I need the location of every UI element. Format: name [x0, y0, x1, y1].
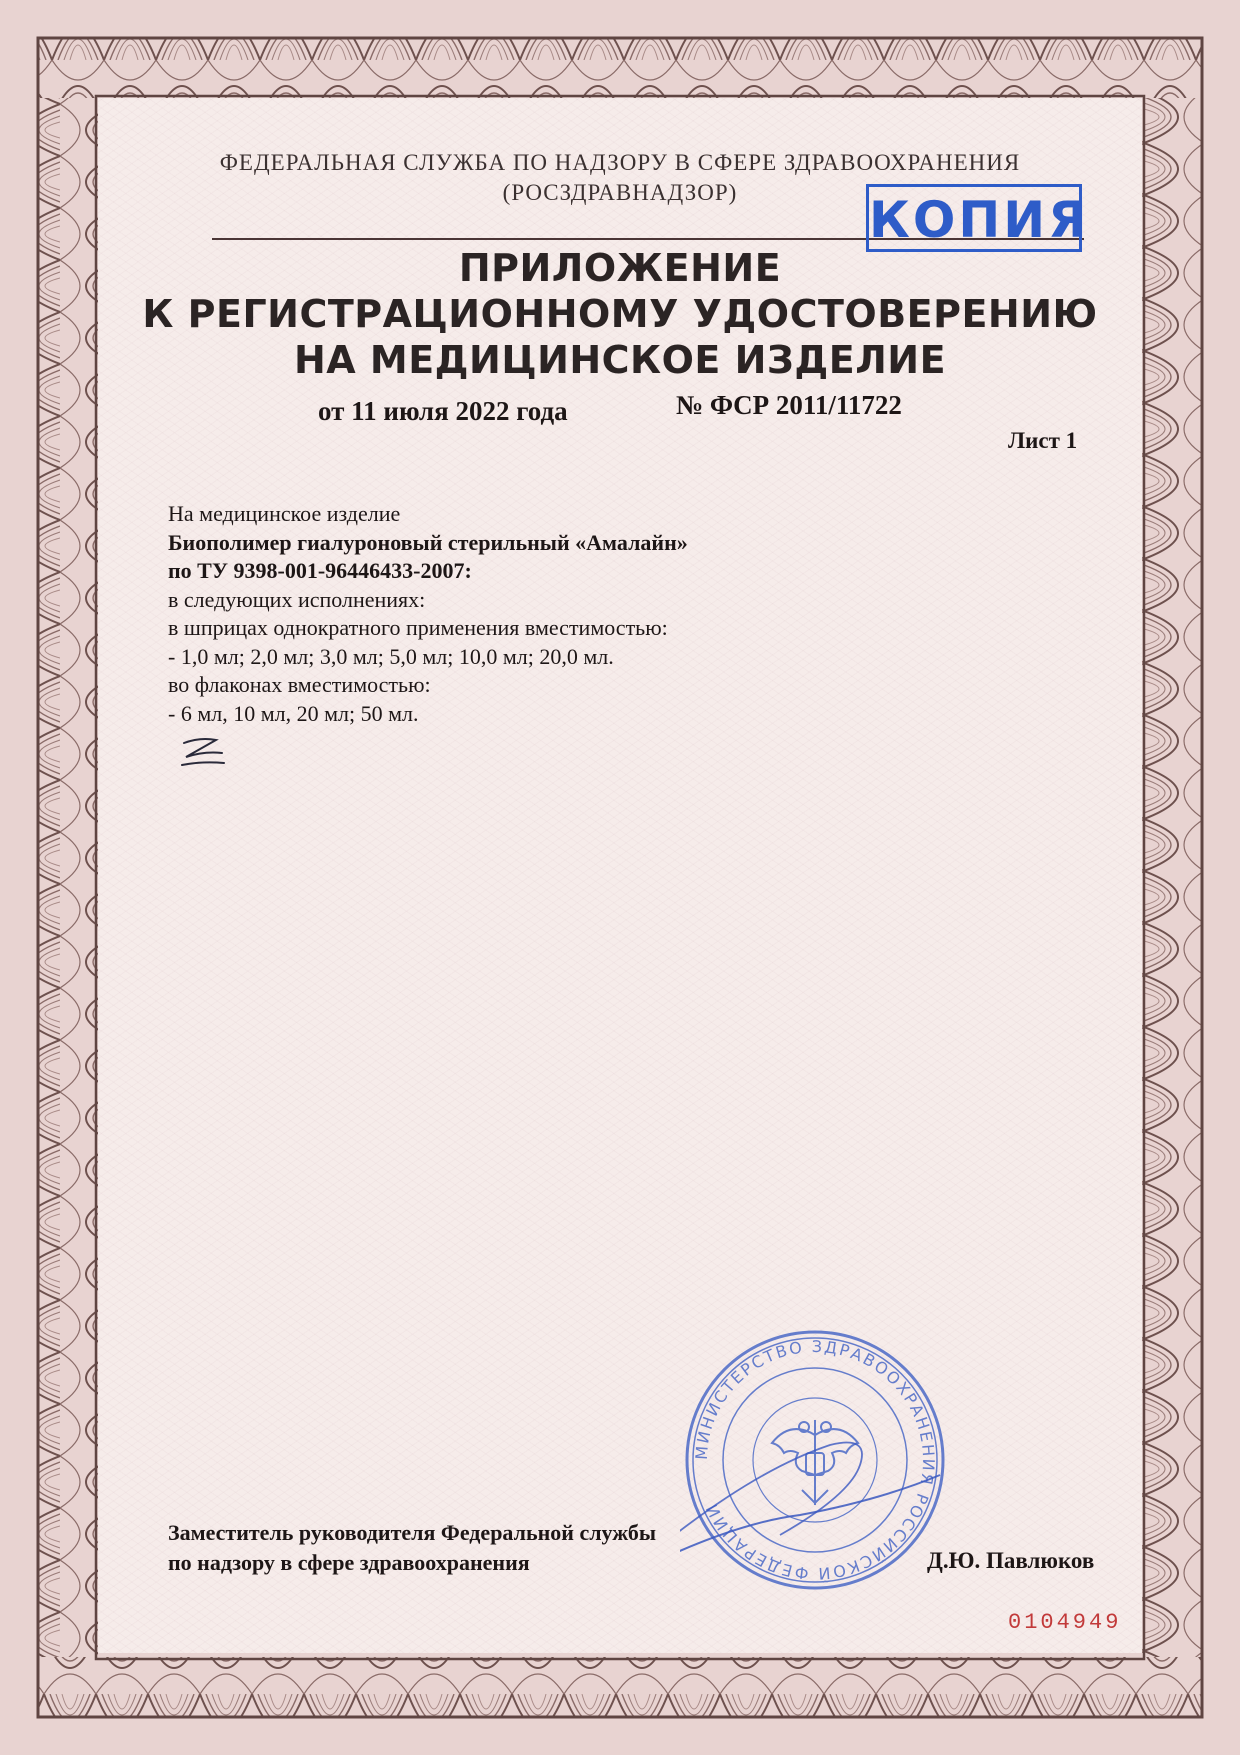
vials-values: - 6 мл, 10 мл, 20 мл; 50 мл. — [168, 700, 419, 726]
product-spec: по ТУ 9398-001-96446433-2007: — [168, 558, 472, 583]
seal-text: МИНИСТЕРСТВО ЗДРАВООХРАНЕНИЯ РОССИЙСКОЙ ФЕДЕРАЦИИ — [691, 1336, 939, 1584]
end-of-text-mark — [178, 735, 238, 769]
signer-name: Д.Ю. Павлюков — [927, 1548, 1095, 1573]
signer-position-line-1: Заместитель руководителя Федеральной службы — [168, 1520, 657, 1545]
sheet-number: Лист 1 — [1008, 428, 1078, 453]
document-title-line-3: НА МЕДИЦИНСКОЕ ИЗДЕЛИЕ — [293, 338, 947, 382]
official-seal — [680, 1325, 950, 1595]
document-date: от 11 июля 2022 года — [318, 396, 568, 426]
copy-stamp: КОПИЯ — [866, 184, 1082, 252]
signer-position — [168, 1518, 656, 1578]
body-intro: На медицинское изделие — [168, 501, 401, 526]
registration-number: № ФСР 2011/11722 — [676, 390, 902, 420]
vials-label: во флаконах вместимостью: — [168, 672, 431, 697]
syringes-values: - 1,0 мл; 2,0 мл; 3,0 мл; 5,0 мл; 10,0 мл; 20,0 мл. — [168, 643, 614, 669]
document-title-line-2: К РЕГИСТРАЦИОННОМУ УДОСТОВЕРЕНИЮ — [142, 292, 1098, 336]
product-name: Биополимер гиалуроновый стерильный «Амалайн» — [168, 529, 688, 555]
eagle-emblem-icon — [772, 1420, 858, 1505]
agency-abbreviation: (РОСЗДРАВНАДЗОР) — [502, 180, 738, 205]
syringes-label: в шприцах однократного применения вместимостью: — [168, 615, 668, 640]
document-title-line-1: ПРИЛОЖЕНИЕ — [458, 246, 782, 290]
variants-label: в следующих исполнениях: — [168, 586, 426, 612]
document-body — [168, 500, 688, 728]
agency-name: ФЕДЕРАЛЬНАЯ СЛУЖБА ПО НАДЗОРУ В СФЕРЕ ЗДРАВООХРАНЕНИЯ — [219, 150, 1021, 175]
signer-position-line-2: по надзору в сфере здравоохранения — [168, 1550, 530, 1575]
serial-number: 0104949 — [1008, 1610, 1122, 1635]
